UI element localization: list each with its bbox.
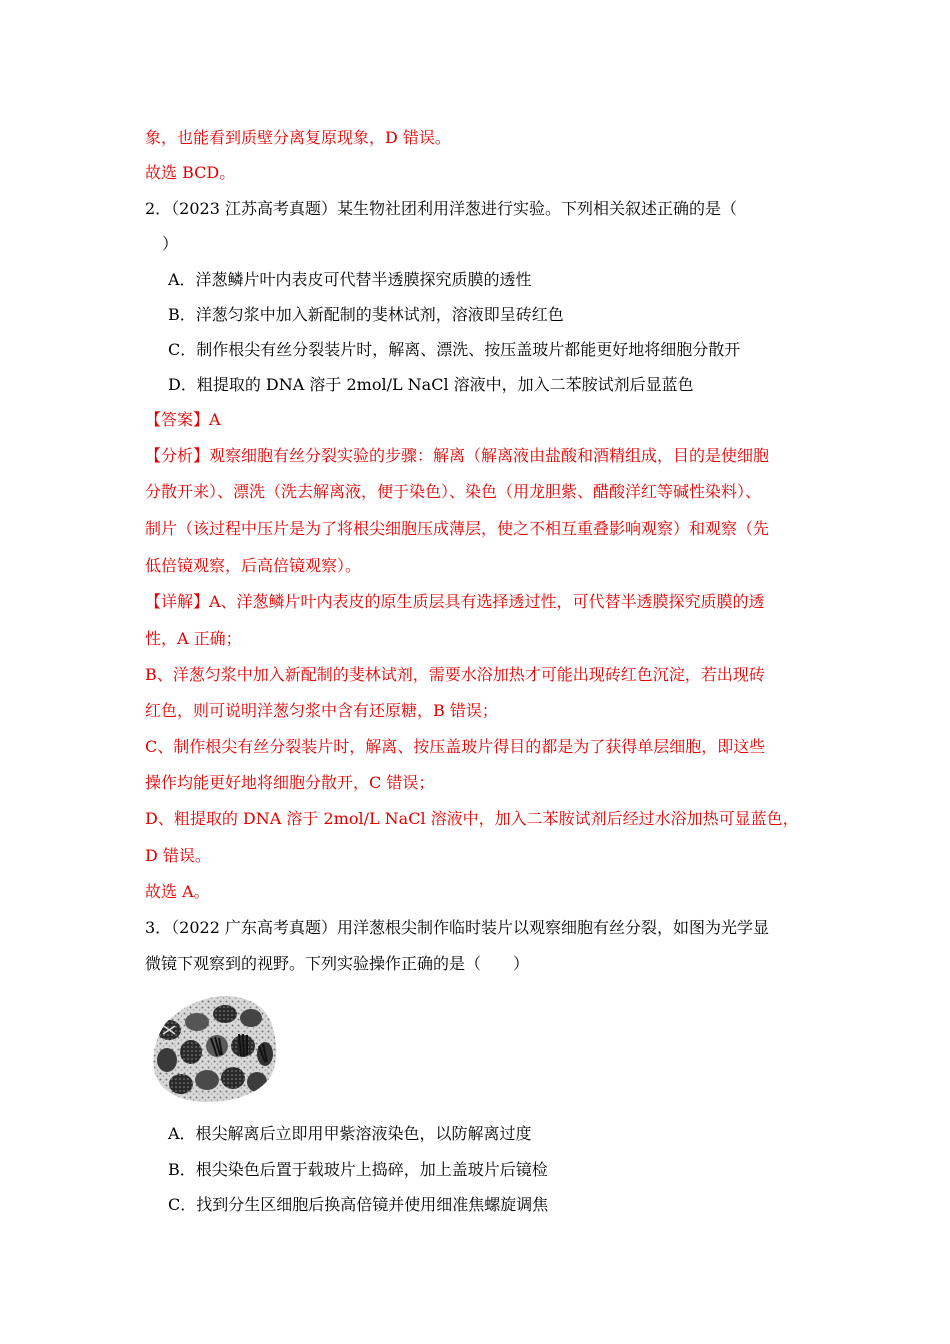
q2-analysis-line: 【分析】观察细胞有丝分裂实验的步骤：解离（解离液由盐酸和酒精组成，目的是使细胞 bbox=[145, 446, 770, 465]
q2-option-a: A．洋葱鳞片叶内表皮可代替半透膜探究质膜的透性 bbox=[168, 270, 532, 289]
q3-option-a: A．根尖解离后立即用甲紫溶液染色，以防解离过度 bbox=[168, 1124, 532, 1143]
q3-option-c: C．找到分生区细胞后换高倍镜并使用细准焦螺旋调焦 bbox=[168, 1195, 549, 1214]
q1-explanation-tail: 象，也能看到质壁分离复原现象，D 错误。 bbox=[145, 128, 451, 147]
q2-choice: 故选 A。 bbox=[145, 882, 210, 901]
q2-detail-line: B、洋葱匀浆中加入新配制的斐林试剂，需要水浴加热才可能出现砖红色沉淀，若出现砖 bbox=[145, 665, 765, 684]
q1-choice: 故选 BCD。 bbox=[145, 163, 236, 182]
q3-stem: 3．（2022 广东高考真题）用洋葱根尖制作临时装片以观察细胞有丝分裂，如图为光学显 bbox=[145, 918, 769, 937]
q2-detail-line: 操作均能更好地将细胞分散开，C 错误； bbox=[145, 773, 435, 792]
q2-stem-cont: ） bbox=[162, 234, 179, 253]
q2-stem: 2．（2023 江苏高考真题）某生物社团利用洋葱进行实验。下列相关叙述正确的是（ bbox=[145, 199, 737, 218]
q3-stem-cont: 微镜下观察到的视野。下列实验操作正确的是（ ） bbox=[145, 954, 530, 973]
q2-detail-line: 【详解】A、洋葱鳞片叶内表皮的原生质层具有选择透过性，可代替半透膜探究质膜的透 bbox=[145, 592, 765, 611]
q2-detail-line: 性，A 正确； bbox=[145, 629, 242, 648]
q2-detail-line: D 错误。 bbox=[145, 846, 211, 865]
q2-detail-line: D、粗提取的 DNA 溶于 2mol/L NaCl 溶液中，加入二苯胺试剂后经过水浴加热可显蓝色， bbox=[145, 809, 799, 828]
q2-answer: 【答案】A bbox=[145, 410, 221, 429]
q2-option-d: D．粗提取的 DNA 溶于 2mol/L NaCl 溶液中，加入二苯胺试剂后显蓝色 bbox=[168, 375, 694, 394]
q2-option-b: B．洋葱匀浆中加入新配制的斐林试剂，溶液即呈砖红色 bbox=[168, 305, 564, 324]
q3-option-b: B．根尖染色后置于载玻片上捣碎，加上盖玻片后镜检 bbox=[168, 1160, 548, 1179]
q2-analysis-line: 分散开来）、漂洗（洗去解离液，便于染色）、染色（用龙胆紫、醋酸洋红等碱性染料）、 bbox=[145, 482, 762, 501]
q2-analysis-line: 低倍镜观察，后高倍镜观察）。 bbox=[145, 556, 362, 575]
q2-detail-line: 红色，则可说明洋葱匀浆中含有还原糖，B 错误； bbox=[145, 701, 498, 720]
q2-detail-line: C、制作根尖有丝分裂装片时，解离、按压盖玻片得目的都是为了获得单层细胞，即这些 bbox=[145, 737, 766, 756]
microscope-field-image bbox=[147, 994, 279, 1104]
q2-option-c: C．制作根尖有丝分裂装片时，解离、漂洗、按压盖玻片都能更好地将细胞分散开 bbox=[168, 340, 741, 359]
q2-analysis-line: 制片（该过程中压片是为了将根尖细胞压成薄层，使之不相互重叠影响观察）和观察（先 bbox=[145, 519, 770, 538]
